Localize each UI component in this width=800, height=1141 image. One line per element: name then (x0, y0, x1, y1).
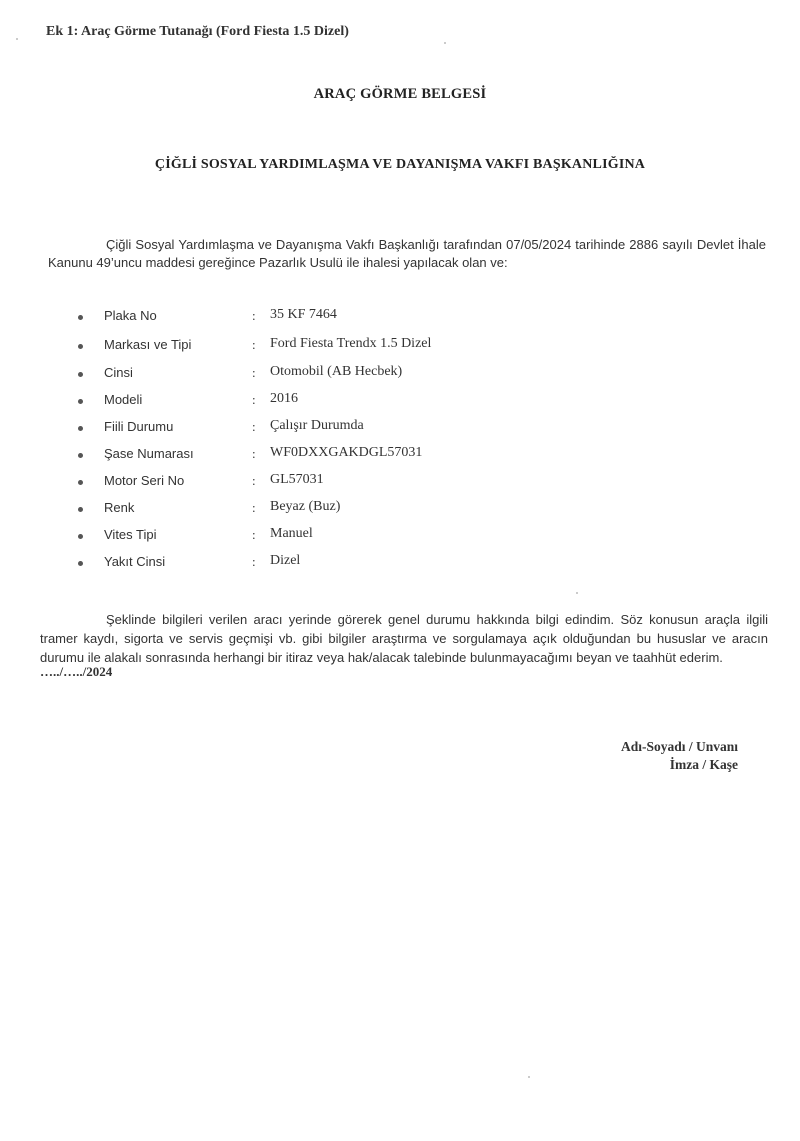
spec-colon: : (252, 554, 256, 569)
bullet-icon (78, 480, 83, 485)
spec-row-engine (0, 471, 800, 493)
spec-value: Ford Fiesta Trendx 1.5 Dizel (270, 336, 432, 351)
spec-colon: : (252, 500, 256, 515)
spec-value: Manuel (270, 526, 313, 541)
bullet-icon (78, 561, 83, 566)
spec-value: WF0DXXGAKDGL57031 (270, 445, 423, 460)
spec-label: Vites Tipi (104, 527, 157, 542)
declaration-paragraph: Şeklinde bilgileri verilen aracı yerinde görerek genel durumu hakkında bilgi edindim. Söz konusun araçla ilgili tramer kaydı, sigorta ve servis geçmişi vb. gibi bilgiler araştırma ve sorgulamaya açık olduğundan bu hususlar ve aracın durumu ile alakalı sonrasında herhangi bir itiraz veya hak/alacak talebinde bulunmayacağımı beyan ve taahhüt ederim. (40, 612, 768, 665)
spec-colon: : (252, 419, 256, 434)
spec-value: 2016 (270, 391, 298, 406)
signature-stamp: İmza / Kaşe (669, 757, 738, 772)
scan-speck (444, 42, 446, 44)
spec-row-type (0, 363, 800, 385)
bullet-icon (78, 344, 83, 349)
bullet-icon (78, 315, 83, 320)
spec-colon: : (252, 392, 256, 407)
spec-value: GL57031 (270, 472, 324, 487)
spec-colon: : (252, 473, 256, 488)
document-title: ARAÇ GÖRME BELGESİ (313, 86, 487, 102)
spec-label: Renk (104, 500, 135, 515)
spec-colon: : (252, 337, 256, 352)
scan-speck (576, 592, 578, 594)
spec-row-color (0, 498, 800, 520)
spec-row-condition (0, 417, 800, 439)
spec-label: Plaka No (104, 308, 157, 323)
spec-value: Çalışır Durumda (270, 418, 364, 433)
spec-row-chassis (0, 444, 800, 466)
bullet-icon (78, 426, 83, 431)
bullet-icon (78, 507, 83, 512)
addressee-heading: ÇİĞLİ SOSYAL YARDIMLAŞMA VE DAYANIŞMA VAKFI BAŞKANLIĞINA (154, 157, 646, 172)
spec-label: Markası ve Tipi (104, 337, 192, 352)
signature-name-title: Adı-Soyadı / Unvanı (620, 739, 738, 754)
intro-paragraph: Çiğli Sosyal Yardımlaşma ve Dayanışma Vakfı Başkanlığı tarafından 07/05/2024 tarihinde 2886 sayılı Devlet İhale Kanunu 49’uncu maddesi gereğince Pazarlık Usulü ile ihalesi yapılacak olan ve: (48, 237, 766, 270)
bullet-icon (78, 534, 83, 539)
attachment-note: Ek 1: Araç Görme Tutanağı (Ford Fiesta 1.5 Dizel) (46, 24, 349, 39)
spec-value: Dizel (270, 553, 301, 568)
spec-label: Şase Numarası (104, 446, 194, 461)
scan-speck (528, 1076, 530, 1078)
spec-label: Cinsi (104, 365, 133, 380)
spec-label: Motor Seri No (104, 473, 185, 488)
spec-colon: : (252, 365, 256, 380)
spec-label: Modeli (104, 392, 143, 407)
date-line: …../…../2024 (40, 664, 113, 679)
spec-colon: : (252, 308, 256, 323)
spec-row-brand (0, 335, 800, 357)
signature-block (621, 738, 738, 774)
bullet-icon (78, 372, 83, 377)
spec-label: Fiili Durumu (104, 419, 174, 434)
spec-row-transmission (0, 525, 800, 547)
spec-colon: : (252, 446, 256, 461)
spec-colon: : (252, 527, 256, 542)
spec-row-model (0, 390, 800, 412)
bullet-icon (78, 453, 83, 458)
spec-row-fuel (0, 552, 800, 574)
scan-speck (16, 38, 18, 40)
spec-value: 35 KF 7464 (270, 307, 337, 322)
spec-value: Otomobil (AB Hecbek) (270, 364, 403, 379)
spec-label: Yakıt Cinsi (104, 554, 166, 569)
spec-row-plate (0, 306, 800, 328)
spec-value: Beyaz (Buz) (270, 499, 341, 514)
bullet-icon (78, 399, 83, 404)
